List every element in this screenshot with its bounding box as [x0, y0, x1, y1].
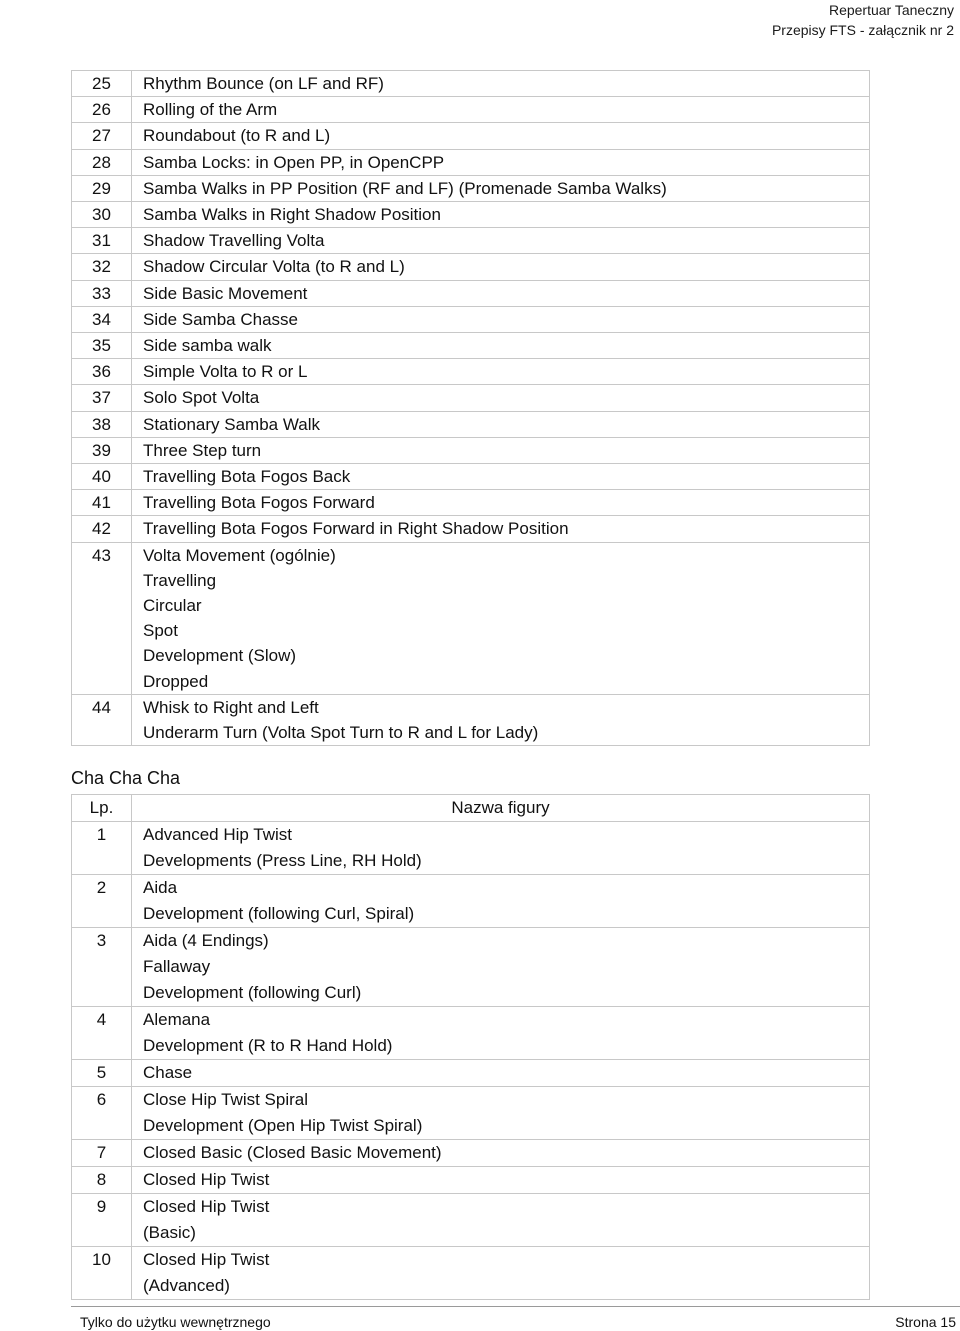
- figure-name-cell: [132, 437, 870, 463]
- figure-name-line: Chase: [143, 1063, 193, 1082]
- figure-name-line: Alemana: [143, 1010, 211, 1029]
- figure-name-cell: [132, 202, 870, 228]
- row-number: 32: [72, 254, 132, 280]
- figure-name-line: Roundabout (to R and L): [143, 126, 331, 146]
- figure-name-line: Development (Slow): [143, 646, 297, 666]
- table-row: [72, 437, 870, 463]
- header-subtitle: Przepisy FTS - załącznik nr 2: [771, 22, 954, 38]
- table-header-row: [72, 795, 870, 822]
- table-row: [72, 71, 870, 97]
- table-row: [72, 875, 870, 928]
- table-row: [72, 175, 870, 201]
- row-number: 2: [72, 875, 132, 928]
- table-row: [72, 202, 870, 228]
- column-header-number: Lp.: [72, 795, 132, 822]
- figure-name-line: Stationary Samba Walk: [143, 414, 320, 434]
- figure-name-line: Volta Movement (ogólnie): [143, 545, 336, 565]
- figure-name-cell: [132, 97, 870, 123]
- page-header: [772, 0, 954, 40]
- figure-name-line: Side samba walk: [143, 336, 272, 356]
- table-row: [72, 280, 870, 306]
- figure-name-line: Travelling Bota Fogos Back: [143, 467, 351, 487]
- figure-name-line: Close Hip Twist Spiral: [143, 1090, 309, 1109]
- figure-name-line: Closed Hip Twist: [143, 1170, 270, 1189]
- figure-name-cell: [132, 333, 870, 359]
- row-number: 9: [72, 1194, 132, 1247]
- table-row: [72, 694, 870, 745]
- table-row: [72, 928, 870, 1007]
- page-number: Strona 15: [895, 1314, 956, 1330]
- row-number: 34: [72, 306, 132, 332]
- figure-name-line: Shadow Circular Volta (to R and L): [143, 257, 405, 277]
- row-number: 30: [72, 202, 132, 228]
- table-row: [72, 385, 870, 411]
- figure-name-line: Rhythm Bounce (on LF and RF): [143, 74, 384, 93]
- row-number: 7: [72, 1140, 132, 1167]
- figure-name-line: Side Samba Chasse: [143, 309, 298, 329]
- figure-name-line: Development (following Curl): [143, 983, 362, 1002]
- row-number: 39: [72, 437, 132, 463]
- row-number: 37: [72, 385, 132, 411]
- row-number: 44: [72, 694, 132, 745]
- table-row: [72, 254, 870, 280]
- figure-name-cell: [132, 123, 870, 149]
- figure-name-line: Developments (Press Line, RH Hold): [143, 851, 422, 870]
- table-row: [72, 490, 870, 516]
- figure-name-cell: [132, 228, 870, 254]
- row-number: 33: [72, 280, 132, 306]
- figure-name-line: Advanced Hip Twist: [143, 825, 292, 844]
- figure-name-line: Samba Walks in Right Shadow Position: [143, 205, 441, 225]
- row-number: 35: [72, 333, 132, 359]
- figure-name-line: Closed Hip Twist: [143, 1250, 270, 1269]
- figure-name-line: Rolling of the Arm: [143, 100, 278, 120]
- row-number: 6: [72, 1087, 132, 1140]
- row-number: 5: [72, 1060, 132, 1087]
- figure-name-line: Travelling Bota Fogos Forward: [143, 493, 375, 513]
- table-row: [72, 1060, 870, 1087]
- footer-divider: [71, 1306, 960, 1307]
- figure-name-cell: [132, 928, 870, 1007]
- row-number: 8: [72, 1167, 132, 1194]
- cha-cha-cha-table-body: [72, 822, 870, 1300]
- figure-name-cell: [132, 464, 870, 490]
- column-header-name: Nazwa figury: [132, 795, 870, 822]
- figure-name-line: Dropped: [143, 671, 209, 691]
- figure-name-line: Aida (4 Endings): [143, 931, 269, 950]
- figure-name-line: Circular: [143, 596, 202, 616]
- figure-name-cell: [132, 822, 870, 875]
- figure-name-cell: [132, 306, 870, 332]
- figure-name-line: Simple Volta to R or L: [143, 362, 308, 382]
- row-number: 25: [72, 71, 132, 97]
- figure-name-line: Travelling Bota Fogos Forward in Right Shadow Position: [143, 519, 569, 539]
- table-row: [72, 822, 870, 875]
- figure-name-cell: [132, 385, 870, 411]
- table-row: [72, 1247, 870, 1300]
- row-number: 42: [72, 516, 132, 542]
- footer-note: Tylko do użytku wewnętrznego: [80, 1314, 271, 1330]
- figure-name-line: Fallaway: [143, 957, 211, 976]
- figure-name-line: Aida: [143, 878, 178, 897]
- table-row: [72, 464, 870, 490]
- table-row: [72, 333, 870, 359]
- figure-name-cell: [132, 175, 870, 201]
- figure-name-line: (Basic): [143, 1223, 196, 1242]
- row-number: 26: [72, 97, 132, 123]
- table-row: [72, 516, 870, 542]
- figure-name-cell: [132, 694, 870, 745]
- table-row: [72, 123, 870, 149]
- figure-name-line: Development (Open Hip Twist Spiral): [143, 1116, 423, 1135]
- figure-name-cell: [132, 1060, 870, 1087]
- figure-name-line: Development (following Curl, Spiral): [143, 904, 415, 923]
- samba-table: [71, 70, 870, 746]
- table-row: [72, 1087, 870, 1140]
- figure-name-line: (Advanced): [143, 1276, 230, 1295]
- figure-name-cell: [132, 280, 870, 306]
- figure-name-line: Samba Locks: in Open PP, in OpenCPP: [143, 152, 445, 172]
- table-row: [72, 306, 870, 332]
- table-row: [72, 149, 870, 175]
- row-number: 28: [72, 149, 132, 175]
- row-number: 3: [72, 928, 132, 1007]
- figure-name-cell: [132, 875, 870, 928]
- figure-name-cell: [132, 490, 870, 516]
- figure-name-cell: [132, 516, 870, 542]
- row-number: 36: [72, 359, 132, 385]
- figure-name-cell: [132, 1167, 870, 1194]
- figure-name-line: Side Basic Movement: [143, 283, 308, 303]
- row-number: 41: [72, 490, 132, 516]
- figure-name-cell: [132, 359, 870, 385]
- figure-name-line: Closed Hip Twist: [143, 1197, 270, 1216]
- figure-name-cell: [132, 1087, 870, 1140]
- figure-name-line: Samba Walks in PP Position (RF and LF) (Promenade Samba Walks): [143, 178, 667, 198]
- figure-name-cell: [132, 1247, 870, 1300]
- row-number: 31: [72, 228, 132, 254]
- table-row: [72, 1194, 870, 1247]
- figure-name-cell: [132, 254, 870, 280]
- figure-name-cell: [132, 411, 870, 437]
- figure-name-line: Spot: [143, 621, 178, 641]
- cha-cha-cha-table: [71, 794, 870, 1300]
- figure-name-cell: [132, 542, 870, 694]
- row-number: 40: [72, 464, 132, 490]
- table-row: [72, 411, 870, 437]
- row-number: 4: [72, 1007, 132, 1060]
- table-row: [72, 1140, 870, 1167]
- figure-name-cell: [132, 1007, 870, 1060]
- figure-name-line: Whisk to Right and Left: [143, 697, 319, 717]
- figure-name-line: Shadow Travelling Volta: [143, 231, 325, 251]
- row-number: 27: [72, 123, 132, 149]
- table-row: [72, 97, 870, 123]
- table-row: [72, 359, 870, 385]
- row-number: 38: [72, 411, 132, 437]
- table-row: [72, 1167, 870, 1194]
- figure-name-cell: [132, 149, 870, 175]
- figure-name-line: Three Step turn: [143, 440, 262, 460]
- row-number: 10: [72, 1247, 132, 1300]
- samba-table-body: [72, 71, 870, 746]
- figure-name-cell: [132, 1194, 870, 1247]
- row-number: 1: [72, 822, 132, 875]
- figure-name-cell: [132, 1140, 870, 1167]
- figure-name-line: Development (R to R Hand Hold): [143, 1036, 393, 1055]
- table-row: [72, 542, 870, 694]
- row-number: 29: [72, 175, 132, 201]
- table-row: [72, 228, 870, 254]
- section-title: Cha Cha Cha: [71, 768, 181, 788]
- figure-name-line: Solo Spot Volta: [143, 388, 260, 408]
- header-title: Repertuar Taneczny: [828, 2, 954, 18]
- table-row: [72, 1007, 870, 1060]
- figure-name-line: Travelling: [143, 570, 217, 590]
- figure-name-line: Underarm Turn (Volta Spot Turn to R and L for Lady): [143, 723, 539, 743]
- figure-name-line: Closed Basic (Closed Basic Movement): [143, 1143, 442, 1162]
- row-number: 43: [72, 542, 132, 694]
- figure-name-cell: [132, 71, 870, 97]
